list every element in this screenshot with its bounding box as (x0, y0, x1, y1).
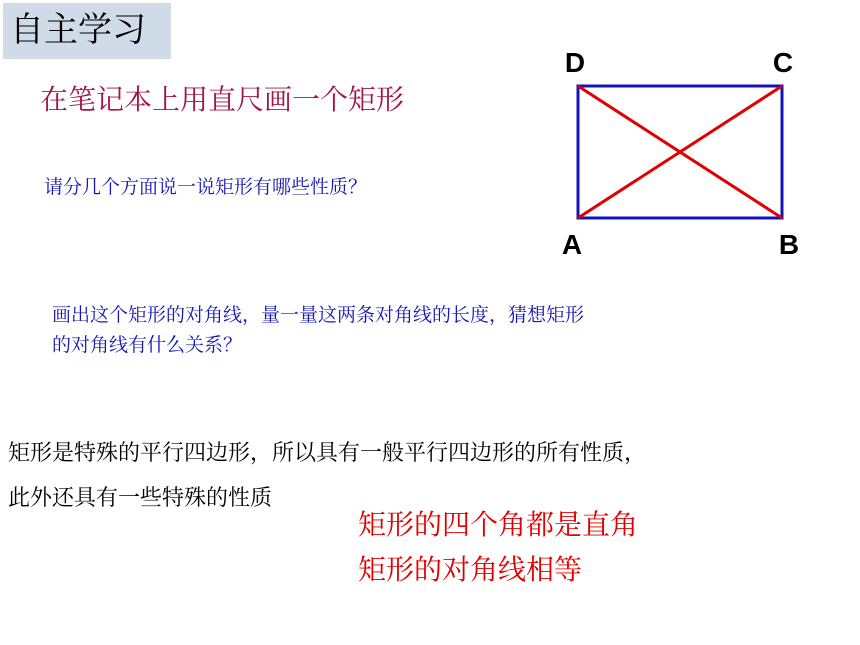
vertex-label-d: D (564, 47, 586, 78)
statement-line-1: 矩形是特殊的平行四边形，所以具有一般平行四边形的所有性质， (8, 441, 647, 466)
page-title: 自主学习 (10, 10, 146, 50)
vertex-label-a: A (561, 229, 583, 260)
question-properties: 请分几个方面说一说矩形有哪些性质？ (44, 176, 368, 198)
question-diagonals-line-1: 画出这个矩形的对角线，量一量这两条对角线的长度，猜想矩形 (52, 304, 585, 326)
property-right-angles: 矩形的四个角都是直角 (358, 508, 639, 541)
rectangle-figure (545, 40, 815, 270)
task-instruction: 在笔记本上用直尺画一个矩形 (40, 83, 405, 116)
vertex-label-b: B (778, 229, 800, 260)
property-equal-diagonals: 矩形的对角线相等 (358, 553, 583, 586)
statement-line-2: 此外还具有一些特殊的性质 (8, 486, 273, 511)
question-diagonals-line-2: 的对角线有什么关系？ (52, 334, 243, 356)
vertex-label-c: C (772, 47, 794, 78)
